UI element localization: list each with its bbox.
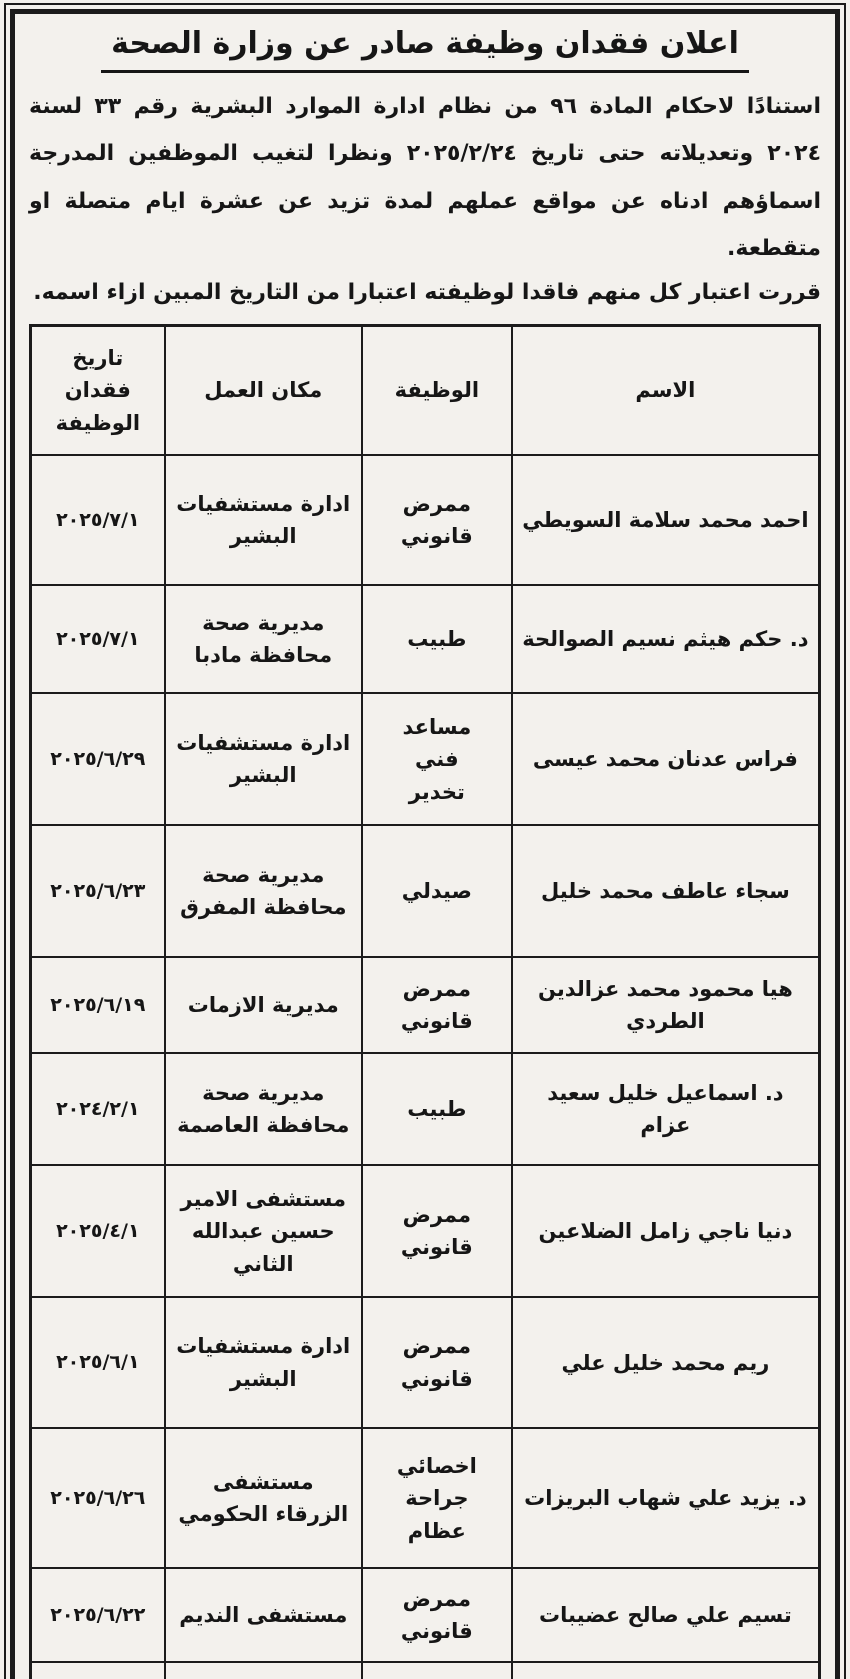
name-cell: ريم محمد خليل علي <box>512 1297 820 1428</box>
table-row <box>31 1428 820 1568</box>
column-header-name: الاسم <box>512 325 820 455</box>
position-cell: ممرض قانوني <box>362 455 512 585</box>
workplace-cell: مديرية صحة محافظة العاصمة <box>165 1053 362 1165</box>
name-cell: فراس عدنان محمد عيسى <box>512 693 820 825</box>
intro-line: اسماؤهم ادناه عن مواقع عملهم لمدة تزيد عن عشرة ايام متصلة او <box>29 188 821 214</box>
position-cell: صيدلي <box>362 825 512 957</box>
loss-date-cell: ٢٠٢٥/٦/٢٣ <box>31 825 165 957</box>
table-row-partial <box>31 1662 820 1679</box>
table-row <box>31 1165 820 1297</box>
workplace-cell: مستشفى الزرقاء الحكومي <box>165 1428 362 1568</box>
table-row <box>31 455 820 585</box>
position-cell: طبيب <box>362 1053 512 1165</box>
workplace-cell: مستشفى النديم <box>165 1568 362 1662</box>
column-header-position: الوظيفة <box>362 325 512 455</box>
workplace-cell: مديرية الازمات <box>165 957 362 1053</box>
announcement-inner-frame <box>10 9 840 1679</box>
workplace-cell: مديرية صحة محافظة مادبا <box>165 585 362 693</box>
name-cell: د. يزيد علي شهاب البريزات <box>512 1428 820 1568</box>
announcement-title: اعلان فقدان وظيفة صادر عن وزارة الصحة <box>101 26 749 73</box>
position-cell: ممرض قانوني <box>362 1297 512 1428</box>
intro-paragraph <box>29 83 821 272</box>
loss-date-cell: ٢٠٢٥/٧/١ <box>31 585 165 693</box>
workplace-cell: ادارة مستشفيات البشير <box>165 1297 362 1428</box>
loss-date-cell: ٢٠٢٥/٧/١ <box>31 455 165 585</box>
position-cell: ممرض قانوني <box>362 1568 512 1662</box>
name-cell: تسيم علي صالح عضيبات <box>512 1568 820 1662</box>
table-header-row <box>31 325 820 455</box>
employees-table <box>29 324 821 1679</box>
position-cell: اخصائي جراحة عظام <box>362 1428 512 1568</box>
position-cell: ممرض قانوني <box>362 957 512 1053</box>
title-wrap <box>29 26 821 73</box>
name-cell: هيا محمود محمد عزالدين الطردي <box>512 957 820 1053</box>
position-cell: ممرض قانوني <box>362 1165 512 1297</box>
announcement-frame <box>4 3 846 1679</box>
loss-date-cell: ٢٠٢٥/٦/١ <box>31 1297 165 1428</box>
name-cell <box>512 1662 820 1679</box>
name-cell: احمد محمد سلامة السويطي <box>512 455 820 585</box>
loss-date-cell: ٢٠٢٥/٦/٢٢ <box>31 1568 165 1662</box>
intro-line: ٢٠٢٤ وتعديلاته حتى تاريخ ٢٠٢٥/٢/٢٤ ونظرا لتغيب الموظفين المدرجة <box>29 141 821 167</box>
table-row <box>31 1297 820 1428</box>
loss-date-cell <box>31 1662 165 1679</box>
loss-date-cell: ٢٠٢٥/٦/٢٦ <box>31 1428 165 1568</box>
workplace-cell: ادارة مستشفيات البشير <box>165 455 362 585</box>
table-row <box>31 585 820 693</box>
decision-line: قررت اعتبار كل منهم فاقدا لوظيفته اعتبارا من التاريخ المبين ازاء اسمه. <box>33 280 821 306</box>
table-row <box>31 693 820 825</box>
loss-date-cell: ٢٠٢٥/٦/٢٩ <box>31 693 165 825</box>
name-cell: سجاء عاطف محمد خليل <box>512 825 820 957</box>
table-row <box>31 1568 820 1662</box>
loss-date-cell: ٢٠٢٥/٤/١ <box>31 1165 165 1297</box>
workplace-cell <box>165 1662 362 1679</box>
name-cell: د. اسماعيل خليل سعيد عزام <box>512 1053 820 1165</box>
loss-date-cell: ٢٠٢٤/٢/١ <box>31 1053 165 1165</box>
name-cell: د. حكم هيثم نسيم الصوالحة <box>512 585 820 693</box>
table-row <box>31 1053 820 1165</box>
column-header-loss-date: تاريخ فقدان الوظيفة <box>31 325 165 455</box>
loss-date-cell: ٢٠٢٥/٦/١٩ <box>31 957 165 1053</box>
intro-line: استنادًا لاحكام المادة ٩٦ من نظام ادارة الموارد البشرية رقم ٣٣ لسنة <box>29 94 821 119</box>
name-cell: دنيا ناجي زامل الضلاعين <box>512 1165 820 1297</box>
table-row <box>31 825 820 957</box>
table-row <box>31 957 820 1053</box>
column-header-workplace: مكان العمل <box>165 325 362 455</box>
workplace-cell: ادارة مستشفيات البشير <box>165 693 362 825</box>
position-cell: طبيب <box>362 585 512 693</box>
position-cell: مساعد فني تخدير <box>362 693 512 825</box>
position-cell <box>362 1662 512 1679</box>
intro-line: متقطعة. <box>727 235 821 261</box>
workplace-cell: مديرية صحة محافظة المفرق <box>165 825 362 957</box>
workplace-cell: مستشفى الامير حسين عبدالله الثاني <box>165 1165 362 1297</box>
